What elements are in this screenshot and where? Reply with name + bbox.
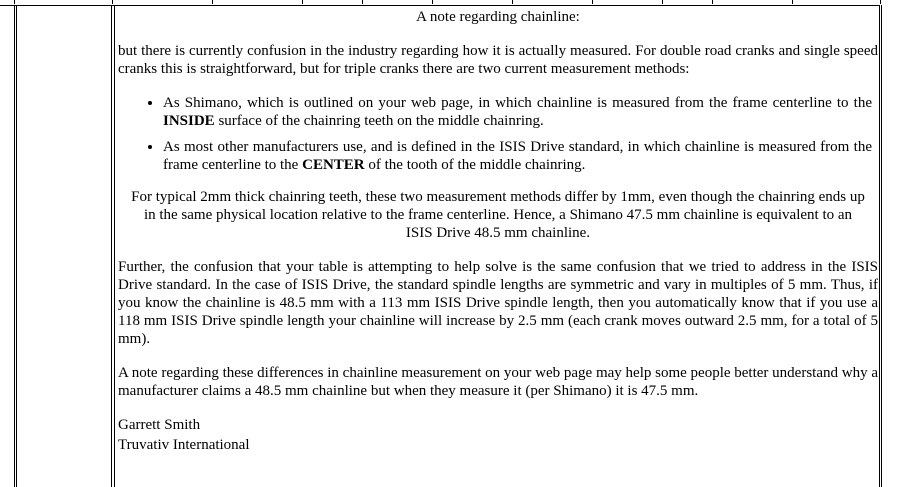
list-item-isis bbox=[163, 138, 872, 174]
list-item-text: of the tooth of the middle chainring. bbox=[364, 157, 586, 173]
list-item-shimano bbox=[163, 94, 872, 130]
list-item-text: As most other manufacturers use, and is defined in the ISIS Drive standard, in which chainline is measured from the frame centerline to the bbox=[163, 139, 872, 173]
cell-divider bbox=[112, 0, 113, 4]
list-item-text: surface of the chainring teeth on the middle chainring. bbox=[214, 113, 544, 129]
cell-divider bbox=[432, 0, 433, 4]
cell-divider bbox=[592, 0, 593, 4]
cell-divider bbox=[212, 0, 213, 4]
cell-divider bbox=[880, 0, 881, 4]
cell-divider bbox=[712, 0, 713, 4]
table-border-right bbox=[881, 5, 882, 487]
signature-company: Truvativ International bbox=[118, 437, 250, 453]
table-empty-cell bbox=[16, 5, 112, 487]
emphasis-center: CENTER bbox=[302, 157, 365, 173]
further-paragraph: Further, the confusion that your table is attempting to help solve is the same confusion that we tried to address in the ISIS Drive standard. In the case of ISIS Drive, the standard spindle lengths are symmetric and vary in multiples of 5 mm. Thus, if you know the chainline is 48.5 mm with a 113 mm ISIS Drive spindle length, then you automatically know that if you use a 118 mm ISIS Drive spindle length your chainline will increase by 2.5 mm (each crank moves outward 2.5 mm, for a total of 5 mm). bbox=[118, 259, 878, 347]
signature bbox=[118, 416, 878, 456]
cell-divider bbox=[512, 0, 513, 4]
measurement-methods-list bbox=[118, 94, 878, 174]
suggestion-paragraph: A note regarding these differences in chainline measurement on your web page may help some people better understand why a manufacturer claims a 48.5 mm chainline but when they measure it (per Shimano) it is 47.5 mm. bbox=[118, 365, 878, 399]
note-content bbox=[118, 8, 878, 456]
cell-divider bbox=[302, 0, 303, 4]
cell-divider bbox=[362, 0, 363, 4]
cell-divider bbox=[14, 0, 15, 4]
cell-divider bbox=[662, 0, 663, 4]
emphasis-inside: INSIDE bbox=[163, 113, 215, 129]
table-border-left bbox=[14, 5, 15, 487]
signature-name: Garrett Smith bbox=[118, 417, 201, 433]
intro-paragraph: but there is currently confusion in the industry regarding how it is actually measured. For double road cranks and single speed cranks this is straightforward, but for triple cranks there are two current measurement methods: bbox=[118, 43, 878, 77]
note-title: A note regarding chainline: bbox=[416, 9, 580, 25]
list-item-text: As Shimano, which is outlined on your web page, in which chainline is measured from the frame centerline to the bbox=[163, 95, 872, 111]
comparison-paragraph: For typical 2mm thick chainring teeth, these two measurement methods differ by 1mm, even though the chainring ends up in the same physical location relative to the frame centerline. Hence, a Shimano 47.5 mm chainline is equivalent to an ISIS Drive 48.5 mm chainline. bbox=[131, 189, 865, 241]
cell-divider bbox=[792, 0, 793, 4]
